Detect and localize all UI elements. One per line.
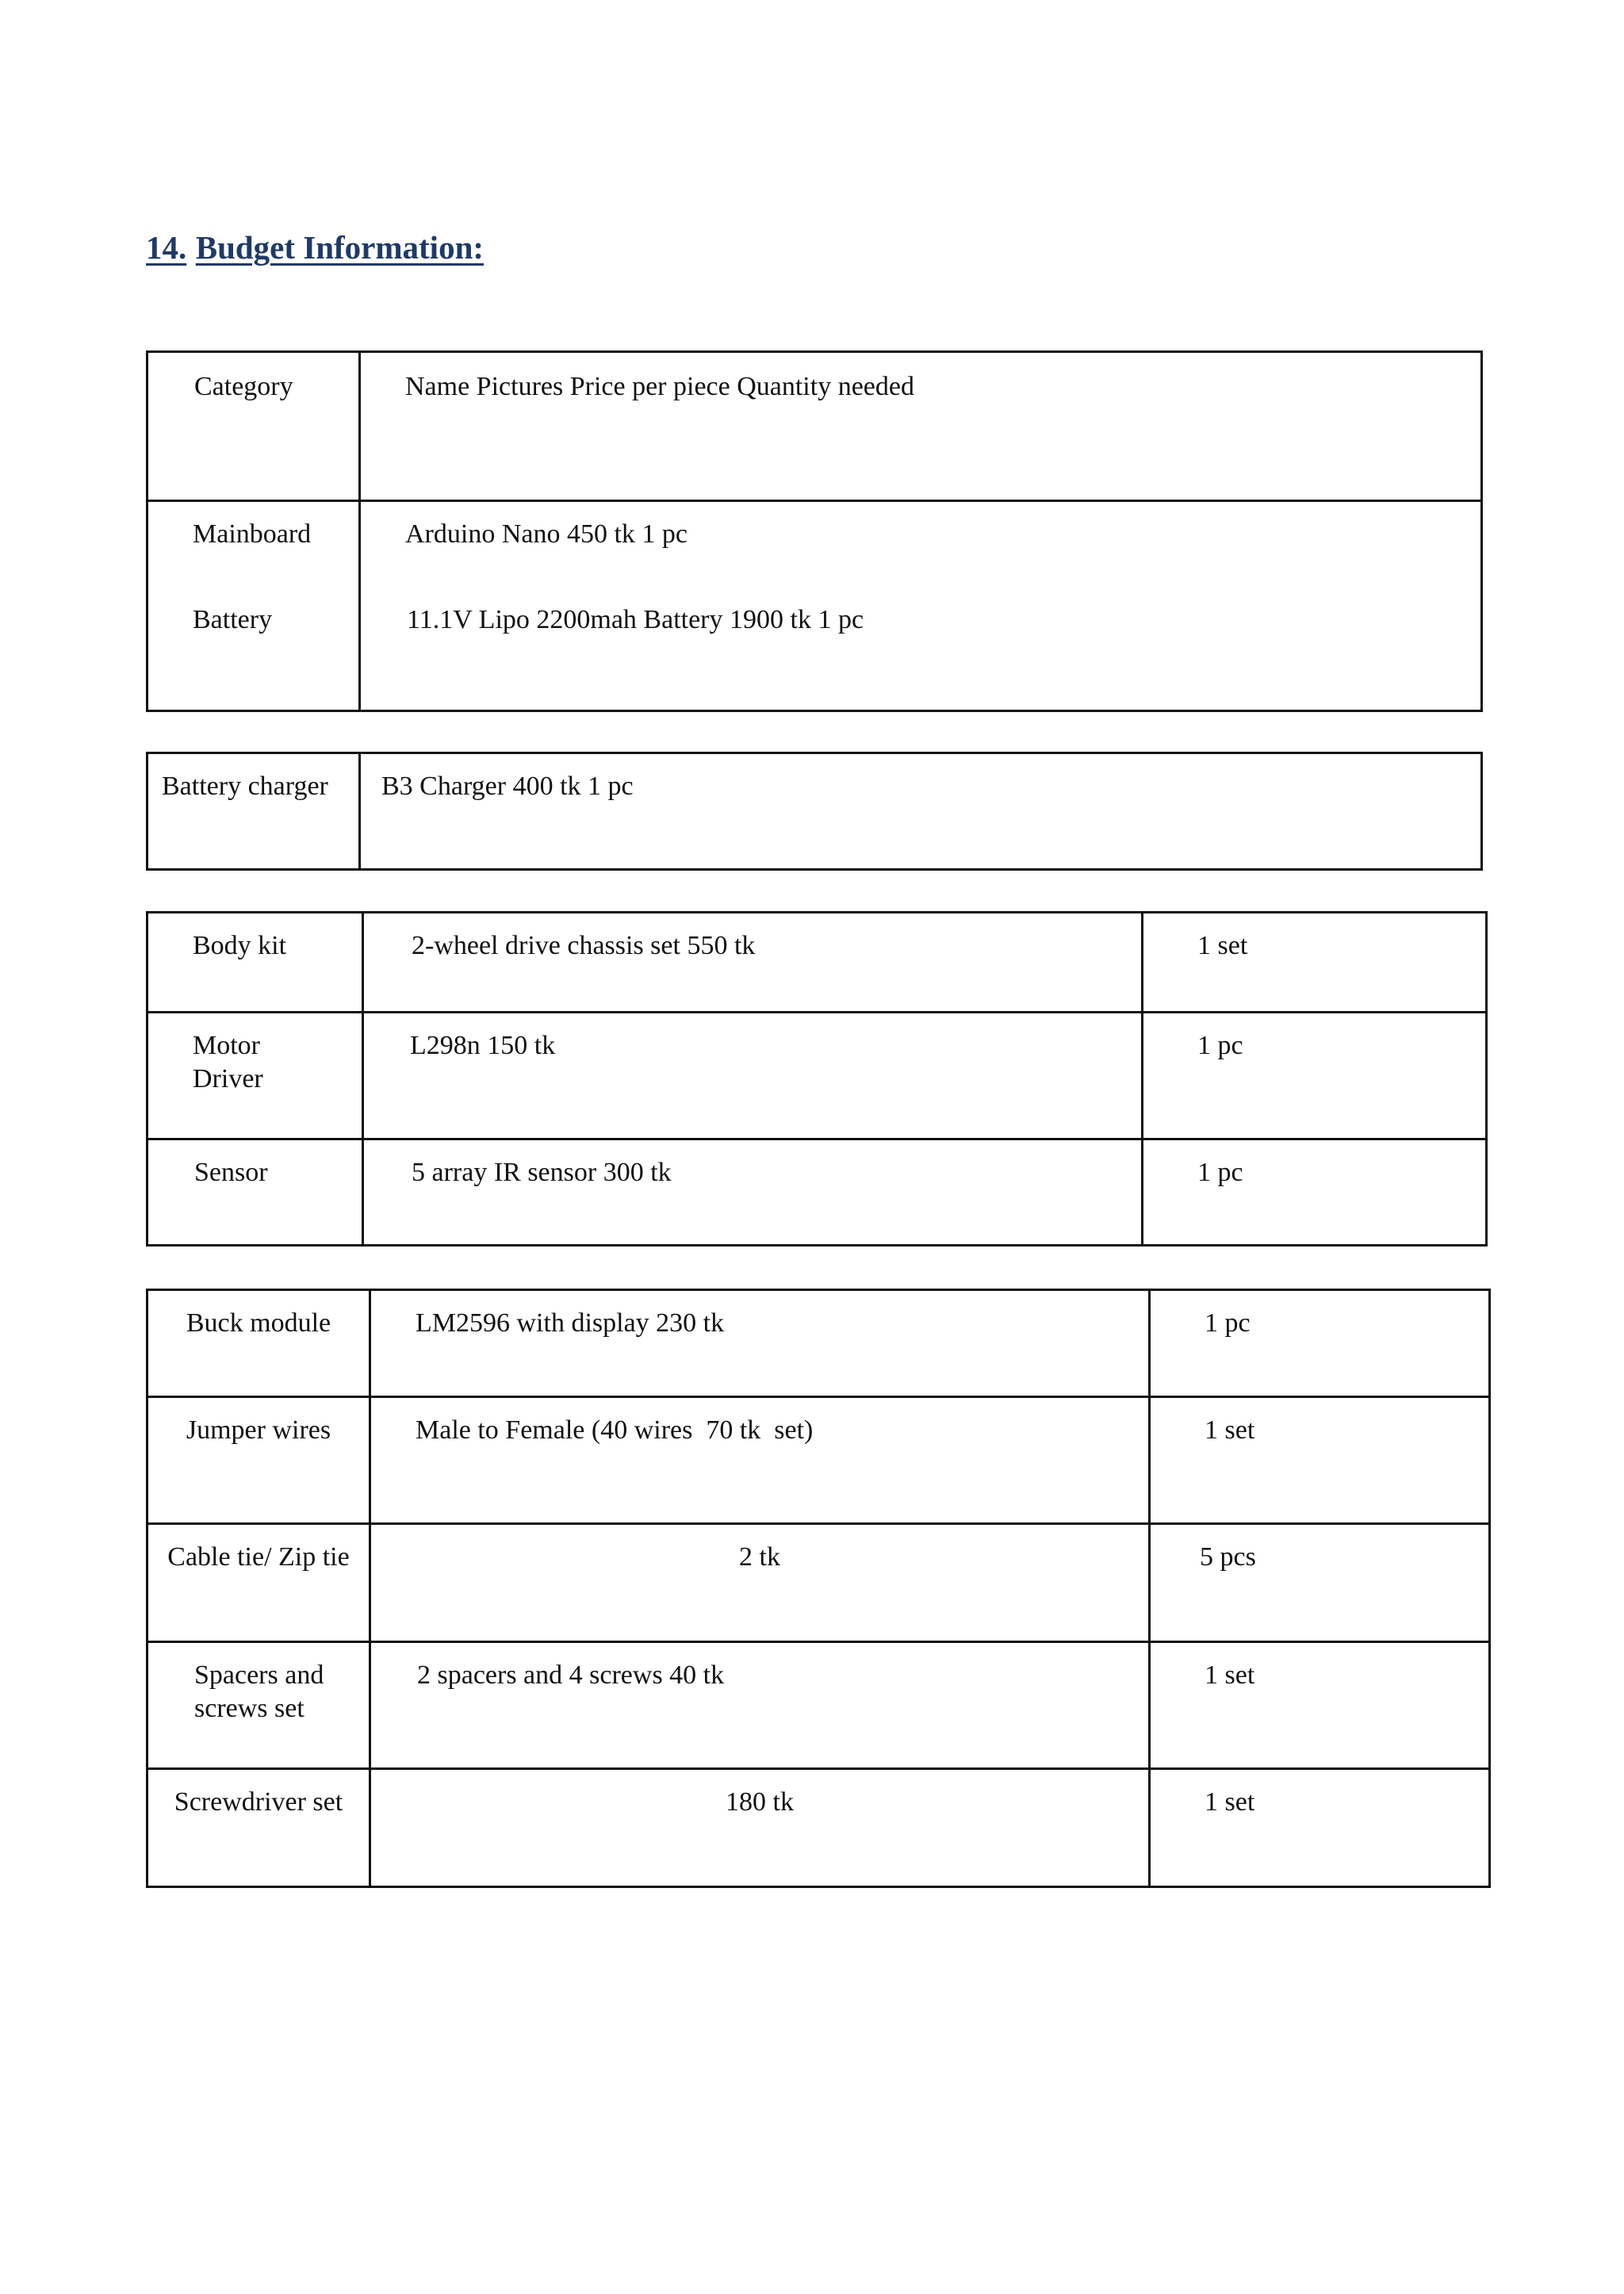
table-row <box>147 913 1487 1013</box>
table-row <box>147 352 1482 501</box>
table-cell <box>360 501 1482 711</box>
quantity-cell: 1 set <box>1205 1415 1255 1445</box>
table-cell <box>363 913 1143 1013</box>
table-cell <box>370 1524 1150 1642</box>
budget-table-2 <box>146 752 1483 871</box>
category-cell: Motor Driver <box>193 1031 263 1093</box>
category-cell: Jumper wires <box>186 1415 331 1445</box>
category-battery-charger: Battery charger <box>162 772 328 801</box>
table-cell <box>360 753 1482 870</box>
table-cell <box>363 1139 1143 1246</box>
table-cell <box>147 1397 370 1524</box>
table-cell <box>147 352 360 501</box>
table-cell <box>147 1524 370 1642</box>
header-columns: Name Pictures Price per piece Quantity needed <box>405 372 914 401</box>
category-cell: Spacers and screws set <box>194 1660 324 1723</box>
table-cell <box>370 1769 1150 1887</box>
category-cell: Cable tie/ Zip tie <box>167 1542 350 1572</box>
table-row <box>147 1290 1490 1397</box>
table-cell <box>370 1290 1150 1397</box>
table-row <box>147 753 1482 870</box>
detail-cell: L298n 150 tk <box>410 1031 556 1060</box>
header-category: Category <box>194 372 293 401</box>
quantity-cell: 1 set <box>1197 931 1248 960</box>
quantity-cell: 1 pc <box>1197 1158 1243 1187</box>
table-cell <box>1143 1013 1487 1139</box>
table-cell <box>147 1013 363 1139</box>
category-mainboard: Mainboard <box>193 519 312 549</box>
table-row <box>147 501 1482 711</box>
category-cell: Screwdriver set <box>174 1787 343 1817</box>
table-cell <box>1150 1524 1490 1642</box>
detail-cell: LM2596 with display 230 tk <box>416 1308 725 1338</box>
table-cell <box>1150 1642 1490 1769</box>
quantity-cell: 1 pc <box>1197 1031 1243 1060</box>
detail-cell: 2-wheel drive chassis set 550 tk <box>412 931 756 960</box>
detail-mainboard: Arduino Nano 450 tk 1 pc <box>405 519 688 549</box>
table-cell <box>147 501 360 711</box>
detail-cell: 2 tk <box>739 1542 780 1572</box>
table-cell <box>147 1642 370 1769</box>
table-cell <box>147 1290 370 1397</box>
table-cell <box>370 1642 1150 1769</box>
section-title: Budget Information: <box>195 229 485 266</box>
section-number: 14. <box>146 229 187 266</box>
table-cell <box>1150 1769 1490 1887</box>
budget-table-1 <box>146 350 1483 712</box>
table-row <box>147 1769 1490 1887</box>
budget-table-4 <box>146 1289 1491 1888</box>
detail-cell: 2 spacers and 4 screws 40 tk <box>417 1660 725 1690</box>
quantity-cell: 1 pc <box>1205 1308 1251 1338</box>
table-cell <box>147 1139 363 1246</box>
detail-battery: 11.1V Lipo 2200mah Battery 1900 tk 1 pc <box>407 605 864 634</box>
detail-cell: Male to Female (40 wires 70 tk set) <box>416 1415 814 1445</box>
table-cell <box>363 1013 1143 1139</box>
category-cell: Body kit <box>193 931 287 960</box>
table-row <box>147 1013 1487 1139</box>
table-cell <box>1150 1397 1490 1524</box>
table-cell <box>1150 1290 1490 1397</box>
budget-table-3 <box>146 911 1488 1247</box>
table-cell <box>1143 913 1487 1013</box>
quantity-cell: 1 set <box>1205 1660 1255 1690</box>
category-cell: Sensor <box>194 1158 268 1187</box>
table-cell <box>147 753 360 870</box>
detail-cell: 5 array IR sensor 300 tk <box>412 1158 672 1187</box>
table-cell <box>147 913 363 1013</box>
category-cell: Buck module <box>186 1308 331 1338</box>
table-row <box>147 1524 1490 1642</box>
table-row <box>147 1139 1487 1246</box>
table-cell <box>147 1769 370 1887</box>
table-cell <box>370 1397 1150 1524</box>
table-row <box>147 1642 1490 1769</box>
table-cell <box>1143 1139 1487 1246</box>
table-cell <box>360 352 1482 501</box>
section-heading <box>146 228 484 266</box>
quantity-cell: 5 pcs <box>1200 1542 1256 1572</box>
quantity-cell: 1 set <box>1205 1787 1255 1817</box>
category-battery: Battery <box>193 605 273 634</box>
detail-cell: 180 tk <box>726 1787 794 1817</box>
detail-battery-charger: B3 Charger 400 tk 1 pc <box>381 772 634 801</box>
table-row <box>147 1397 1490 1524</box>
